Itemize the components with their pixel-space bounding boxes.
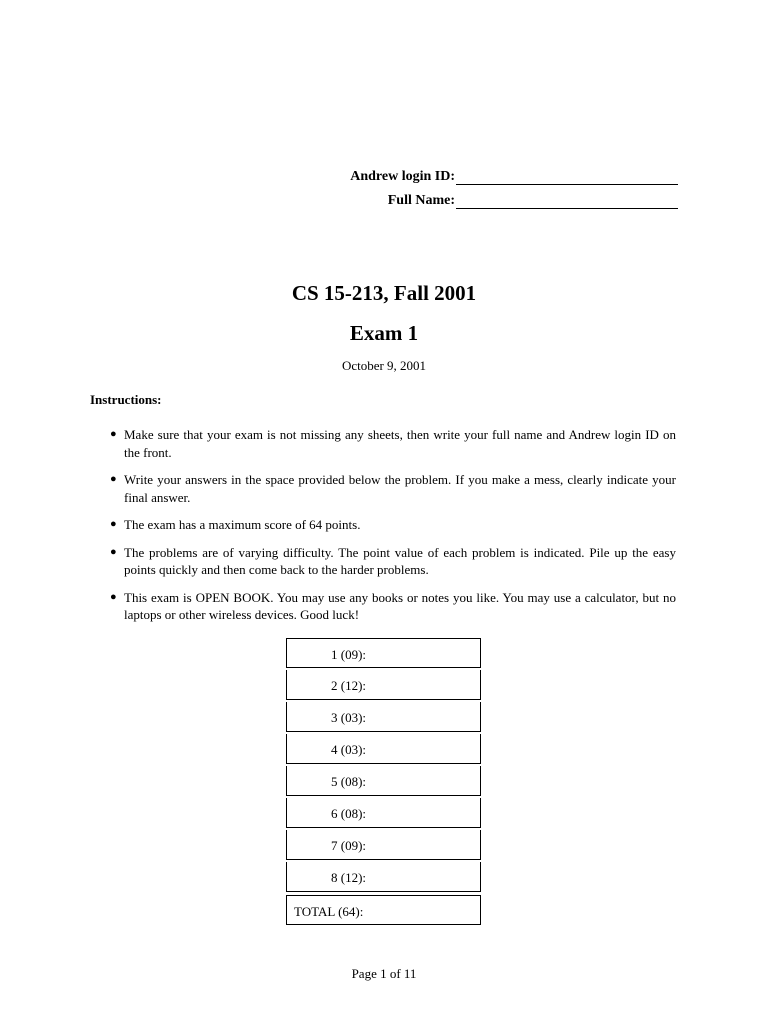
full-name-blank[interactable] — [456, 192, 678, 209]
score-row-label: 3 (03): — [331, 710, 367, 725]
score-row-label: 6 (08): — [331, 806, 367, 821]
instruction-item — [108, 471, 676, 506]
instruction-item — [108, 426, 676, 461]
instruction-item — [108, 516, 676, 534]
score-row-label: 1 (09): — [331, 647, 367, 662]
instruction-text: Write your answers in the space provided below the problem. If you make a mess, clearly indicate your final answer. — [124, 472, 676, 505]
bullet-icon: ● — [110, 473, 117, 485]
instruction-text: The exam has a maximum score of 64 points. — [124, 517, 361, 532]
score-row-7[interactable] — [286, 830, 481, 860]
page-number: Page 1 of 11 — [351, 966, 417, 981]
score-row-6[interactable] — [286, 798, 481, 828]
score-row-label: 8 (12): — [331, 870, 367, 885]
instructions-list — [108, 426, 676, 634]
score-row-2[interactable] — [286, 670, 481, 700]
score-row-4[interactable] — [286, 734, 481, 764]
instruction-text: The problems are of varying difficulty. The point value of each problem is indicated. Pile up the easy points quickly and then come back to the harder problems. — [124, 544, 676, 577]
score-row-label: 4 (03): — [331, 742, 367, 757]
score-row-total[interactable] — [286, 895, 481, 925]
full-name-label: Full Name: — [387, 193, 455, 208]
score-row-label: 7 (09): — [331, 838, 367, 853]
score-row-3[interactable] — [286, 702, 481, 732]
score-row-5[interactable] — [286, 766, 481, 796]
instruction-text: This exam is OPEN BOOK. You may use any books or notes you like. You may use a calculator, but no laptops or other wireless devices. Good luck! — [124, 589, 676, 622]
score-table — [286, 638, 481, 927]
full-name-field — [300, 187, 678, 209]
score-row-label: 2 (12): — [331, 678, 367, 693]
login-id-field — [300, 163, 678, 185]
login-id-label: Andrew login ID: — [350, 169, 455, 184]
exam-date: October 9, 2001 — [341, 358, 427, 373]
bullet-icon: ● — [110, 590, 117, 603]
score-total-label: TOTAL (64): — [294, 904, 364, 919]
instruction-item — [108, 544, 676, 579]
score-row-8[interactable] — [286, 862, 481, 892]
instruction-text: Make sure that your exam is not missing any sheets, then write your full name and Andrew login ID on the front. — [124, 427, 676, 460]
course-title: CS 15-213, Fall 2001 — [291, 281, 477, 305]
score-row-1[interactable] — [286, 638, 481, 668]
exam-title: Exam 1 — [349, 321, 419, 345]
instruction-item — [108, 589, 676, 624]
bullet-icon: ● — [110, 428, 117, 440]
instructions-heading: Instructions: — [90, 392, 162, 407]
bullet-icon: ● — [110, 545, 117, 558]
score-row-label: 5 (08): — [331, 774, 367, 789]
bullet-icon: ● — [110, 518, 117, 530]
login-id-blank[interactable] — [456, 168, 678, 185]
